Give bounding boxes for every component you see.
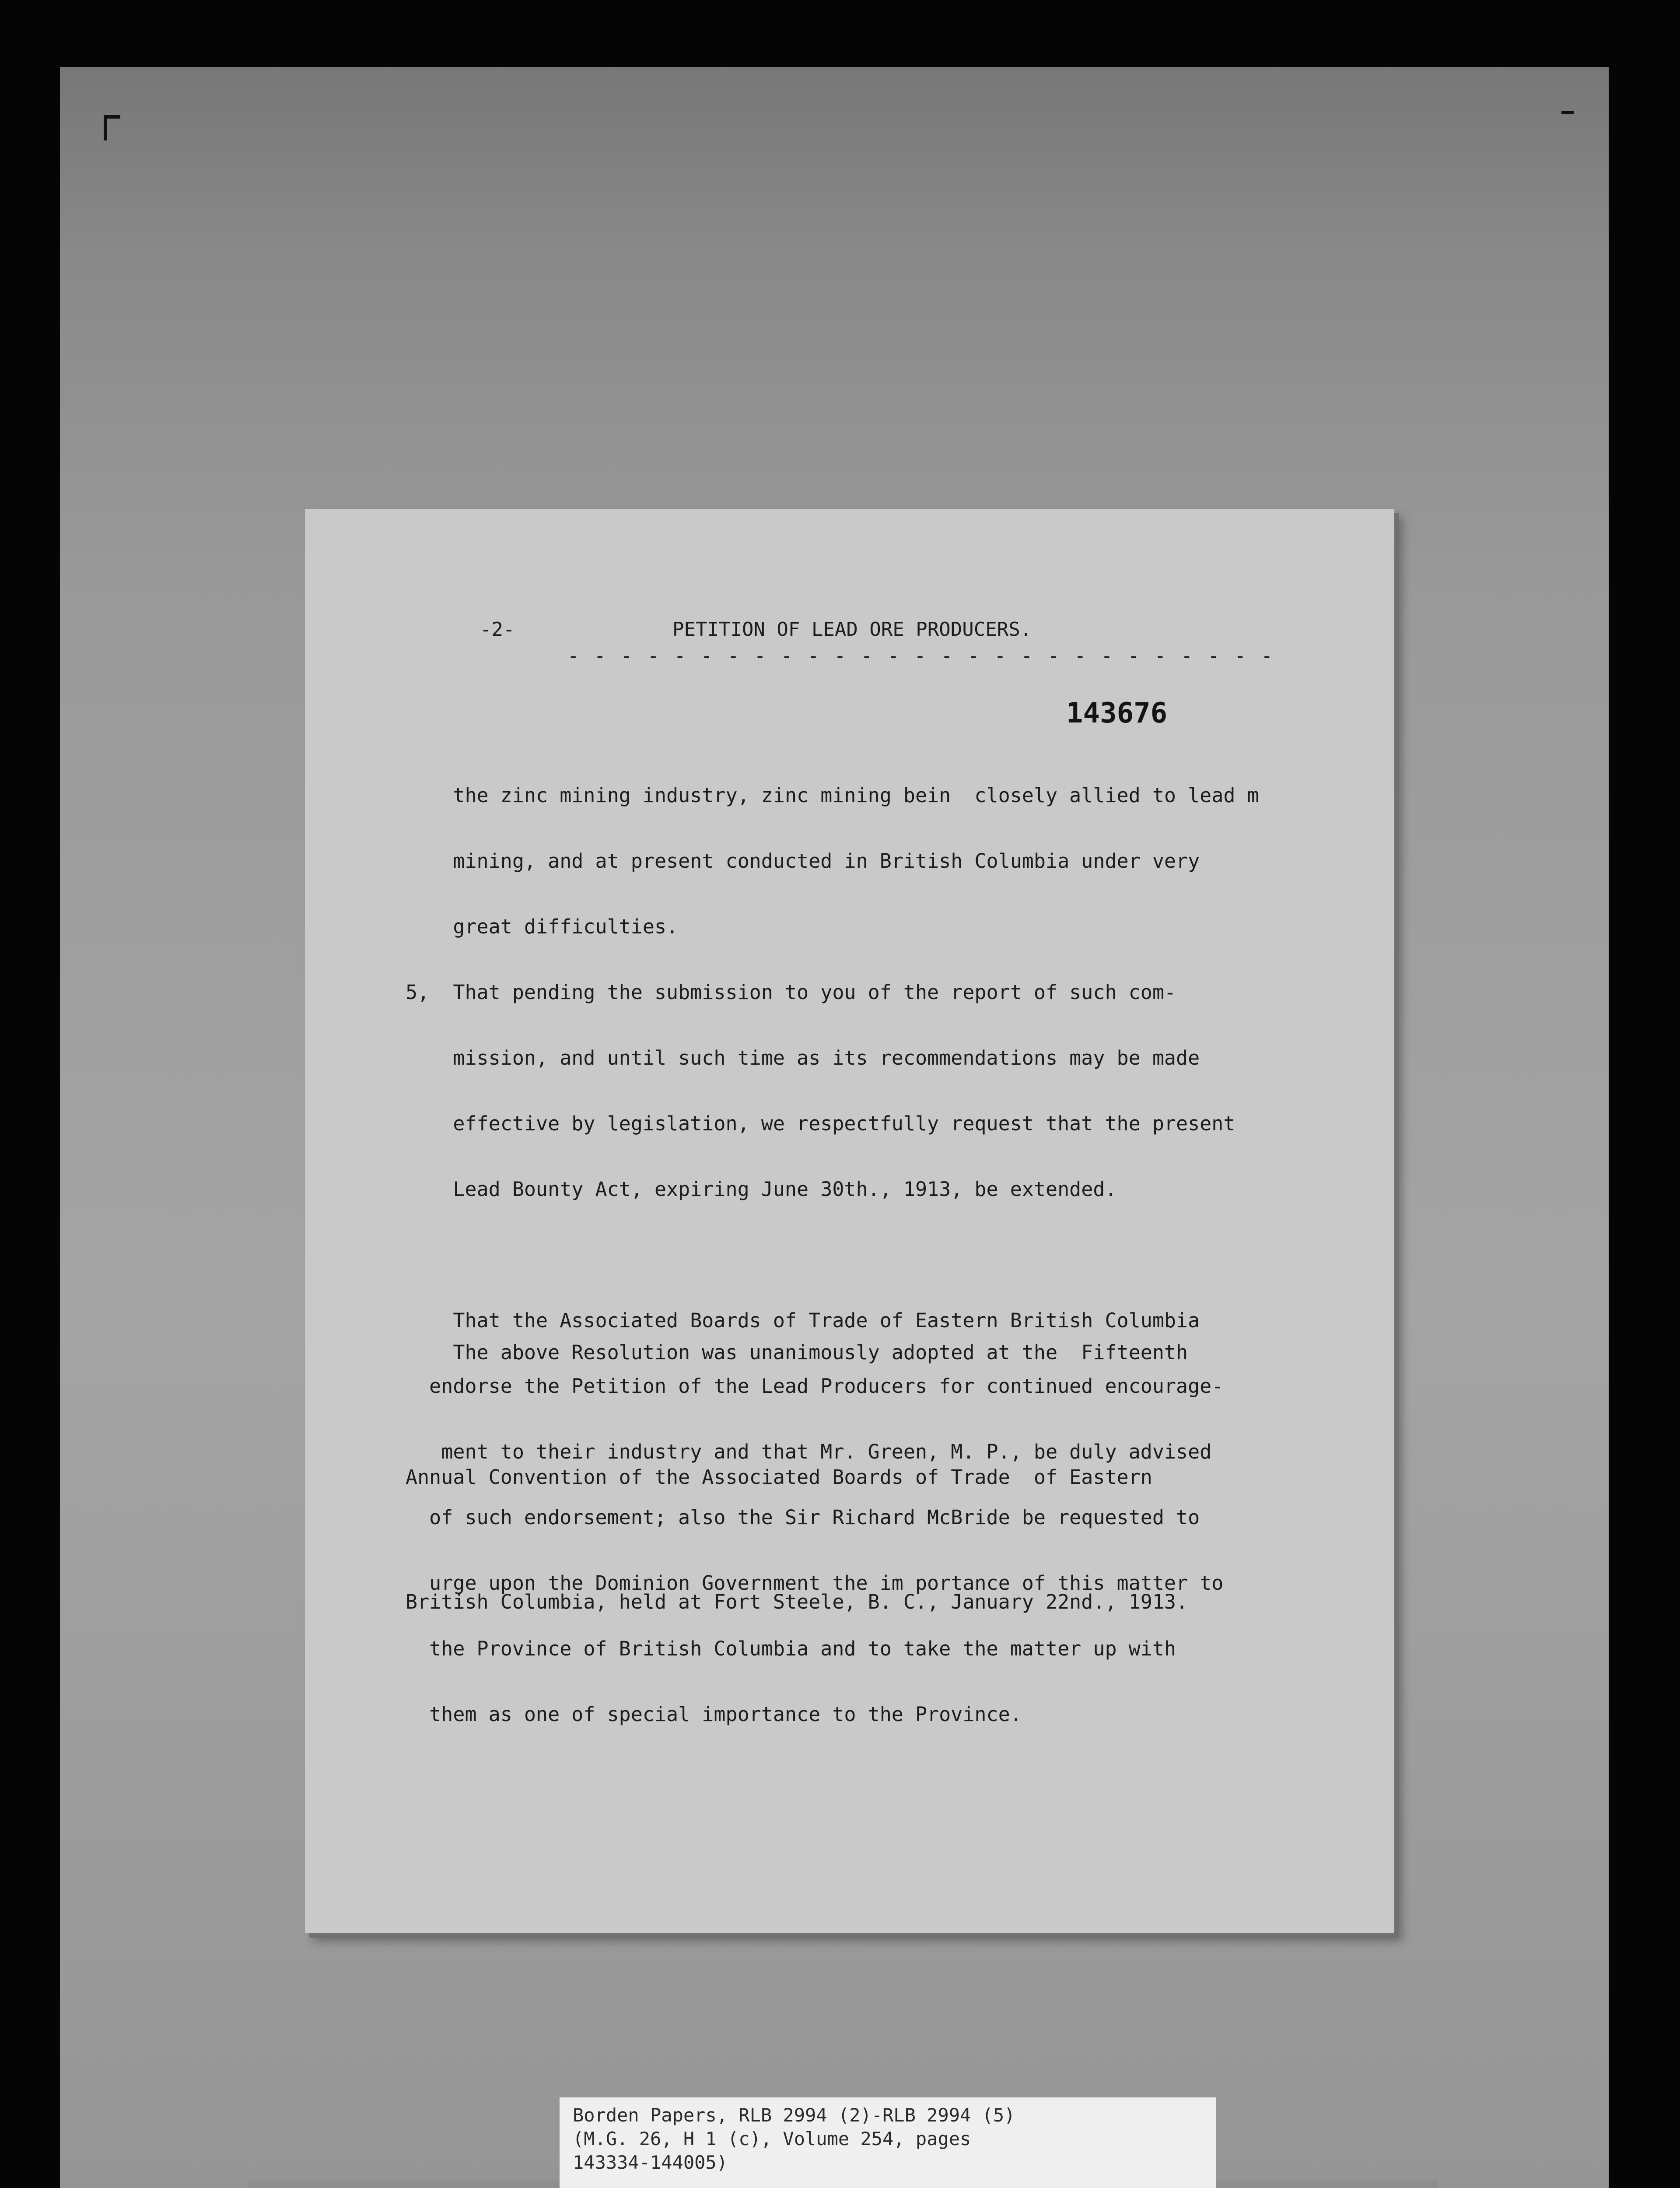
body-line: urge upon the Dominion Government the im portance of this matter to — [406, 1571, 1224, 1595]
registration-tick-mark — [1561, 111, 1574, 114]
resolution-line: Annual Convention of the Associated Boards of Trade of Eastern — [406, 1466, 1152, 1489]
body-line: 5, That pending the submission to you of the report of such com- — [406, 981, 1176, 1004]
body-line: effective by legislation, we respectfully request that the present — [406, 1112, 1236, 1135]
body-line: Lead Bounty Act, expiring June 30th., 1913, be extended. — [406, 1178, 1117, 1201]
scanned-sheet-background — [60, 67, 1609, 2188]
body-line: ment to their industry and that Mr. Green, M. P., be duly advised — [406, 1440, 1212, 1463]
reference-line: 143334-144005) — [573, 2152, 728, 2173]
page-header — [480, 618, 1032, 641]
document-heading: PETITION OF LEAD ORE PRODUCERS. — [672, 618, 1032, 641]
registration-corner-mark — [104, 115, 120, 140]
resolution-line: The above Resolution was unanimously adopted at the Fifteenth — [406, 1341, 1188, 1364]
body-line: mission, and until such time as its recommendations may be made — [406, 1046, 1200, 1069]
reference-line: (M.G. 26, H 1 (c), Volume 254, pages — [573, 2128, 971, 2149]
document-stamp-number: 143676 — [1066, 697, 1168, 729]
resolution-statement — [406, 1248, 1188, 1706]
body-line: the Province of British Columbia and to take the matter up with — [406, 1637, 1176, 1660]
body-line: them as one of special importance to the Province. — [406, 1703, 1022, 1726]
body-line: great difficulties. — [406, 915, 679, 938]
resolution-line: British Columbia, held at Fort Steele, B. C., January 22nd., 1913. — [406, 1590, 1188, 1613]
page-number: -2- — [480, 618, 515, 641]
body-line: mining, and at present conducted in British Columbia under very — [406, 849, 1200, 873]
reference-line: Borden Papers, RLB 2994 (2)-RLB 2994 (5) — [573, 2104, 1015, 2126]
body-line: the zinc mining industry, zinc mining bein closely allied to lead m — [406, 784, 1259, 807]
heading-dash-rule: - - - - - - - - - - - - - - - - - - - - - - - - - - - — [567, 645, 1274, 667]
body-line: That the Associated Boards of Trade of Eastern British Columbia — [406, 1309, 1200, 1332]
body-line: endorse the Petition of the Lead Producers for continued encourage- — [406, 1375, 1224, 1398]
body-line: of such endorsement; also the Sir Richard McBride be requested to — [406, 1506, 1200, 1529]
typed-document-page — [305, 509, 1394, 1933]
reference-label — [560, 2097, 1216, 2188]
